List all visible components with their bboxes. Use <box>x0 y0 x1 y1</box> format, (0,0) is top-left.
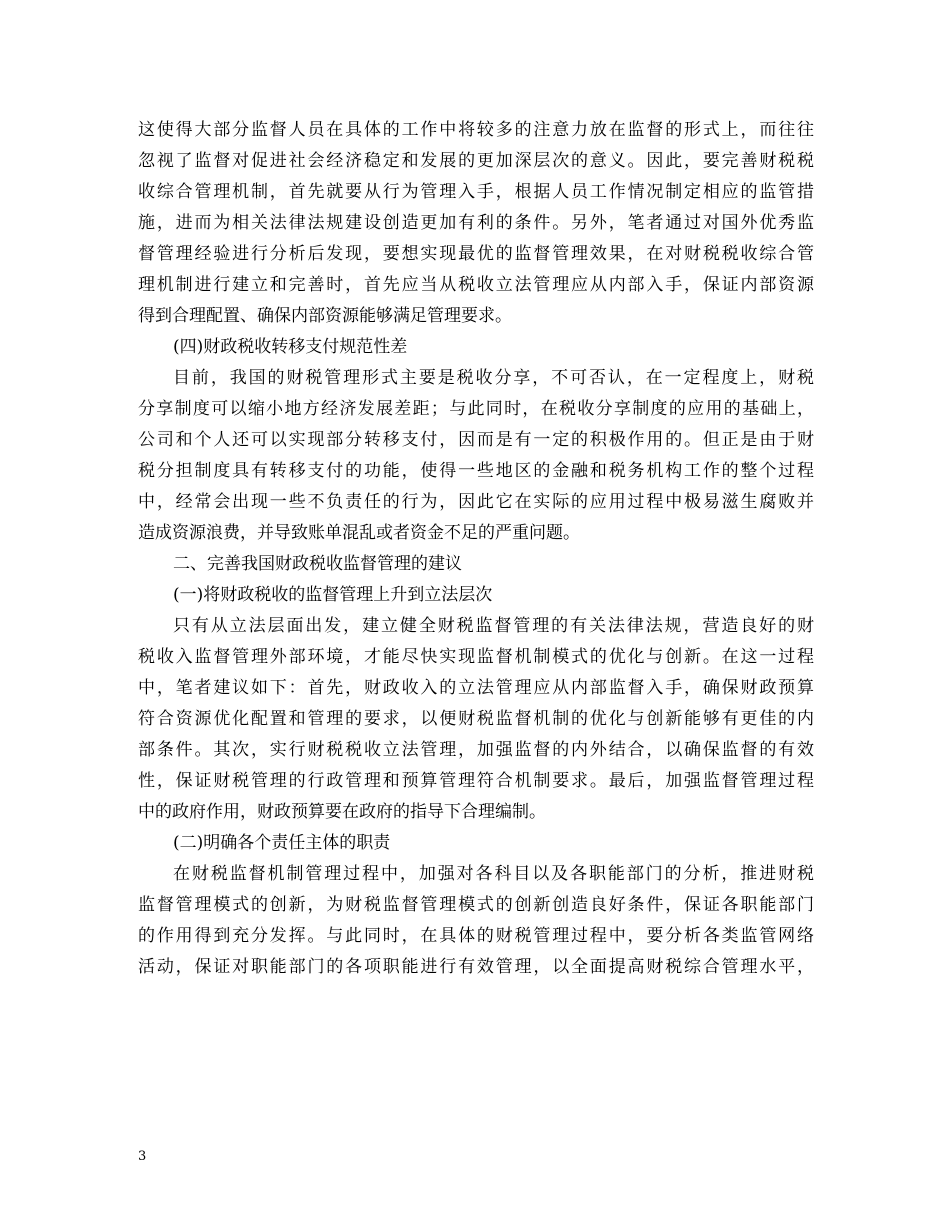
text-line: 理机制进行建立和完善时，首先应当从税收立法管理应从内部入手，保证内部资源 <box>138 275 814 295</box>
text-line: 符合资源优化配置和管理的要求，以便财税监督机制的优化与创新能够有更佳的内 <box>138 709 814 729</box>
text-line: 公司和个人还可以实现部分转移支付，因而是有一定的积极作用的。但正是由于财 <box>138 430 814 450</box>
section-heading: (二)明确各个责任主体的职责 <box>173 833 391 853</box>
section-heading: (一)将财政税收的监督管理上升到立法层次 <box>173 585 493 605</box>
text-line: 分享制度可以缩小地方经济发展差距；与此同时，在税收分享制度的应用的基础上， <box>138 399 814 419</box>
text-line: 这使得大部分监督人员在具体的工作中将较多的注意力放在监督的形式上，而往往 <box>138 120 814 140</box>
text-line: 收综合管理机制，首先就要从行为管理入手，根据人员工作情况制定相应的监管措 <box>138 182 814 202</box>
text-line: 在财税监督机制管理过程中，加强对各科目以及各职能部门的分析，推进财税 <box>173 864 814 884</box>
text-line: 税收入监督管理外部环境，才能尽快实现监督机制模式的优化与创新。在这一过程 <box>138 647 814 667</box>
text-line: 施，进而为相关法律法规建设创造更加有利的条件。另外，笔者通过对国外优秀监 <box>138 213 814 233</box>
text-line: 监督管理模式的创新，为财税监督管理模式的创新创造良好条件，保证各职能部门 <box>138 895 814 915</box>
text-line: 税分担制度具有转移支付的功能，使得一些地区的金融和税务机构工作的整个过程 <box>138 461 814 481</box>
text-line: 中的政府作用，财政预算要在政府的指导下合理编制。 <box>138 802 546 822</box>
page-number: 3 <box>138 1149 147 1164</box>
text-line: 督管理经验进行分析后发现，要想实现最优的监督管理效果，在对财税税收综合管 <box>138 244 814 264</box>
section-heading: (四)财政税收转移支付规范性差 <box>173 337 408 357</box>
text-line: 目前，我国的财税管理形式主要是税收分享，不可否认，在一定程度上，财税 <box>173 368 814 388</box>
text-line: 的作用得到充分发挥。与此同时，在具体的财税管理过程中，要分析各类监管网络 <box>138 926 814 946</box>
text-line: 中，笔者建议如下：首先，财政收入的立法管理应从内部监督入手，确保财政预算 <box>138 678 814 698</box>
text-line: 部条件。其次，实行财税税收立法管理，加强监督的内外结合，以确保监督的有效 <box>138 740 814 760</box>
body-text <box>138 115 814 983</box>
text-line: 只有从立法层面出发，建立健全财税监督管理的有关法律法规，营造良好的财 <box>173 616 814 636</box>
section-heading: 二、完善我国财政税收监督管理的建议 <box>173 554 462 574</box>
text-line: 中，经常会出现一些不负责任的行为，因此它在实际的应用过程中极易滋生腐败并 <box>138 492 814 512</box>
text-line: 得到合理配置、确保内部资源能够满足管理要求。 <box>138 306 512 326</box>
text-line: 忽视了监督对促进社会经济稳定和发展的更加深层次的意义。因此，要完善财税税 <box>138 151 814 171</box>
text-line: 性，保证财税管理的行政管理和预算管理符合机制要求。最后，加强监督管理过程 <box>138 771 814 791</box>
text-line: 造成资源浪费，并导致账单混乱或者资金不足的严重问题。 <box>138 523 580 543</box>
text-line: 活动，保证对职能部门的各项职能进行有效管理，以全面提高财税综合管理水平， <box>138 957 814 977</box>
